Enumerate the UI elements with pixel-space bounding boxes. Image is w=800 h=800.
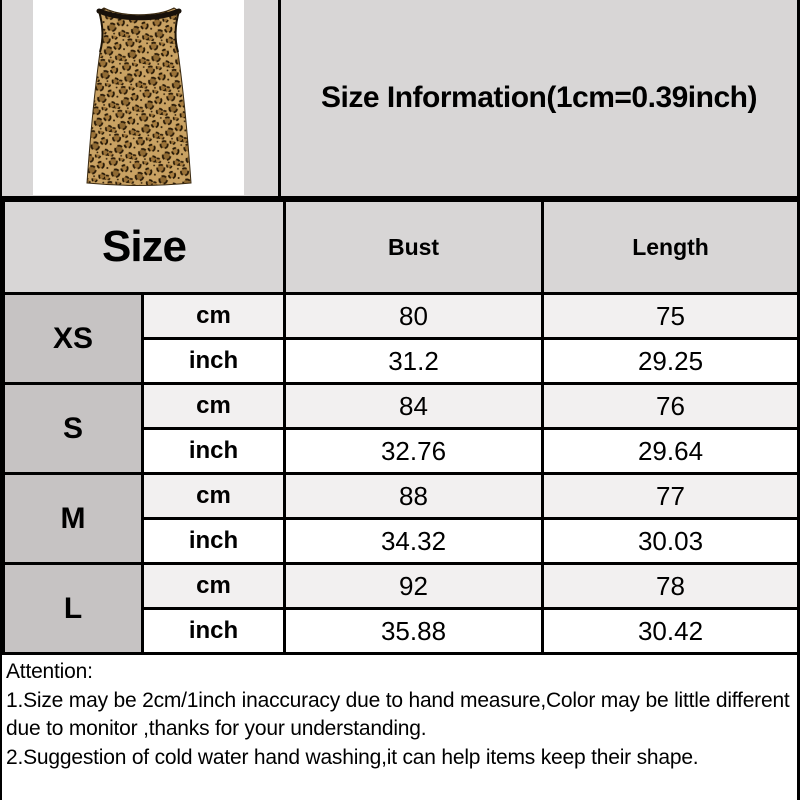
length-cm-m: 77 (543, 474, 799, 519)
unit-cell: inch (143, 339, 285, 384)
unit-cell: cm (143, 384, 285, 429)
size-label-m: M (4, 474, 143, 564)
length-inch-xs: 29.25 (543, 339, 799, 384)
table-row (4, 474, 799, 519)
column-header-size: Size (4, 201, 285, 294)
bust-cm-xs: 80 (285, 294, 543, 339)
length-cm-xs: 75 (543, 294, 799, 339)
unit-cell: inch (143, 609, 285, 654)
bust-inch-xs: 31.2 (285, 339, 543, 384)
page-title: Size Information(1cm=0.39inch) (321, 81, 757, 114)
bust-inch-s: 32.76 (285, 429, 543, 474)
table-row (4, 384, 799, 429)
size-table (2, 199, 800, 655)
unit-cell: cm (143, 294, 285, 339)
length-inch-l: 30.42 (543, 609, 799, 654)
size-label-l: L (4, 564, 143, 654)
attention-line-2: 2.Suggestion of cold water hand washing,it can help items keep their shape. (6, 745, 699, 769)
unit-cell: inch (143, 429, 285, 474)
column-header-length: Length (543, 201, 799, 294)
bust-inch-m: 34.32 (285, 519, 543, 564)
table-row (4, 564, 799, 609)
attention-heading: Attention: (6, 660, 93, 683)
table-row (4, 294, 799, 339)
attention-line-1: 1.Size may be 2cm/1inch inaccuracy due to hand measure,Color may be little different due to monitor ,thanks for your understanding. (6, 688, 790, 740)
product-photo (33, 0, 244, 195)
length-cm-s: 76 (543, 384, 799, 429)
length-inch-m: 30.03 (543, 519, 799, 564)
length-inch-s: 29.64 (543, 429, 799, 474)
size-label-s: S (4, 384, 143, 474)
bust-inch-l: 35.88 (285, 609, 543, 654)
title-cell (281, 0, 797, 196)
bust-cm-m: 88 (285, 474, 543, 519)
unit-cell: cm (143, 564, 285, 609)
bust-cm-l: 92 (285, 564, 543, 609)
unit-cell: inch (143, 519, 285, 564)
attention-note (2, 655, 797, 772)
product-photo-cell (2, 0, 281, 196)
bust-cm-s: 84 (285, 384, 543, 429)
column-header-bust: Bust (285, 201, 543, 294)
leopard-dress-image (33, 0, 244, 195)
table-header-row (4, 201, 799, 294)
length-cm-l: 78 (543, 564, 799, 609)
unit-cell: cm (143, 474, 285, 519)
size-label-xs: XS (4, 294, 143, 384)
top-section (2, 0, 797, 199)
